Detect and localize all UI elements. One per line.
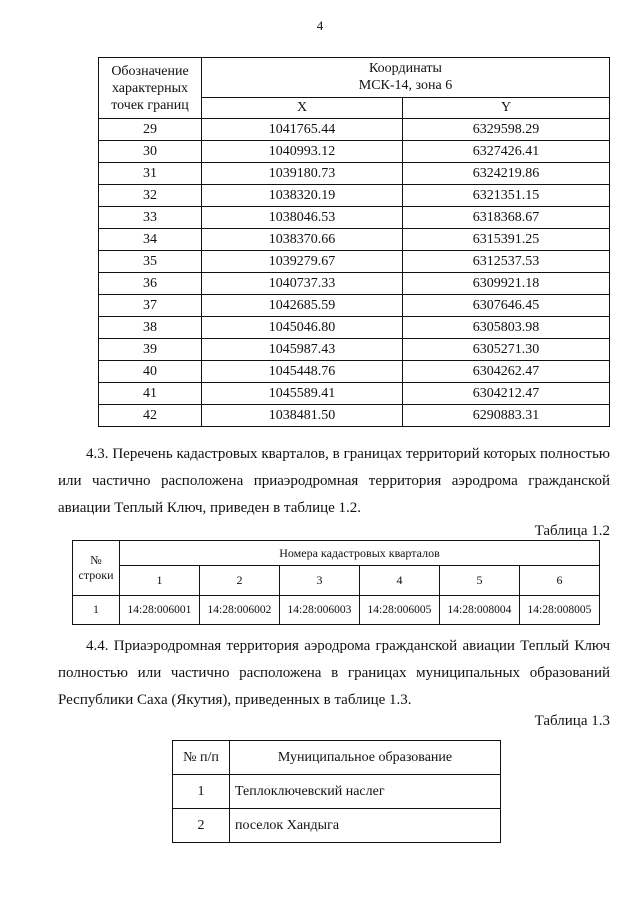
col-header: 2 <box>200 566 280 596</box>
municipality-name: Теплоключевский наслег <box>230 775 501 809</box>
coord-y: 6315391.25 <box>403 229 610 251</box>
table-row <box>99 295 610 317</box>
header-coordinates: Координаты МСК-14, зона 6 <box>202 58 610 98</box>
cadastral-quarters-table <box>72 540 600 625</box>
coord-x: 1040993.12 <box>202 141 403 163</box>
point-number: 33 <box>99 207 202 229</box>
header-x: X <box>202 97 403 118</box>
point-number: 38 <box>99 317 202 339</box>
coord-y: 6329598.29 <box>403 119 610 141</box>
point-number: 31 <box>99 163 202 185</box>
coord-y: 6307646.45 <box>403 295 610 317</box>
coord-x: 1038370.66 <box>202 229 403 251</box>
table-row <box>99 185 610 207</box>
coord-x: 1045987.43 <box>202 339 403 361</box>
point-number: 40 <box>99 361 202 383</box>
table-row <box>99 361 610 383</box>
point-number: 39 <box>99 339 202 361</box>
header-number: № п/п <box>173 741 230 775</box>
coord-x: 1040737.33 <box>202 273 403 295</box>
coord-x: 1045448.76 <box>202 361 403 383</box>
point-number: 32 <box>99 185 202 207</box>
table-row <box>99 229 610 251</box>
point-number: 35 <box>99 251 202 273</box>
col-header: 5 <box>440 566 520 596</box>
coord-y: 6327426.41 <box>403 141 610 163</box>
table-row <box>99 383 610 405</box>
caption-table-1-3: Таблица 1.3 <box>534 713 610 729</box>
header-designation: Обозначение характерных точек границ <box>99 58 202 119</box>
coord-y: 6312537.53 <box>403 251 610 273</box>
coord-y: 6290883.31 <box>403 405 610 427</box>
point-number: 34 <box>99 229 202 251</box>
coord-x: 1042685.59 <box>202 295 403 317</box>
coord-y: 6324219.86 <box>403 163 610 185</box>
point-number: 36 <box>99 273 202 295</box>
table-row <box>99 405 610 427</box>
table-row <box>99 163 610 185</box>
table-row <box>99 119 610 141</box>
coord-y: 6304212.47 <box>403 383 610 405</box>
header-y: Y <box>403 97 610 118</box>
cadastral-number: 14:28:008004 <box>440 596 520 625</box>
municipality-name: поселок Хандыга <box>230 809 501 843</box>
coord-x: 1045046.80 <box>202 317 403 339</box>
table-row <box>173 809 501 843</box>
point-number: 41 <box>99 383 202 405</box>
coord-y: 6318368.67 <box>403 207 610 229</box>
row-number: 1 <box>173 775 230 809</box>
coord-x: 1038481.50 <box>202 405 403 427</box>
table-row <box>99 141 610 163</box>
coord-x: 1041765.44 <box>202 119 403 141</box>
coord-y: 6309921.18 <box>403 273 610 295</box>
table-row <box>99 251 610 273</box>
coord-x: 1039279.67 <box>202 251 403 273</box>
coordinates-table <box>98 57 610 427</box>
table-row <box>99 273 610 295</box>
coord-y: 6305803.98 <box>403 317 610 339</box>
table-row <box>99 317 610 339</box>
header-row-number: № строки <box>73 541 120 596</box>
point-number: 29 <box>99 119 202 141</box>
cadastral-number: 14:28:006001 <box>120 596 200 625</box>
coord-y: 6304262.47 <box>403 361 610 383</box>
table-row <box>99 207 610 229</box>
table-row <box>99 339 610 361</box>
point-number: 30 <box>99 141 202 163</box>
col-header: 3 <box>280 566 360 596</box>
municipalities-table <box>172 740 501 843</box>
table-row <box>173 775 501 809</box>
coord-x: 1045589.41 <box>202 383 403 405</box>
table-row <box>73 596 600 625</box>
header-cadastral-numbers: Номера кадастровых кварталов <box>120 541 600 566</box>
coord-x: 1038046.53 <box>202 207 403 229</box>
paragraph-4-3: 4.3. Перечень кадастровых кварталов, в границах территорий которых полностью или частично расположена приаэродромная территория аэродрома гражданской авиации Теплый Ключ, приведен в таблице 1.2. <box>58 446 610 516</box>
header-municipality: Муниципальное образование <box>230 741 501 775</box>
cadastral-number: 14:28:008005 <box>520 596 600 625</box>
cadastral-number: 14:28:006003 <box>280 596 360 625</box>
coord-x: 1039180.73 <box>202 163 403 185</box>
col-header: 6 <box>520 566 600 596</box>
cadastral-number: 14:28:006002 <box>200 596 280 625</box>
coord-y: 6321351.15 <box>403 185 610 207</box>
coord-x: 1038320.19 <box>202 185 403 207</box>
col-header: 4 <box>360 566 440 596</box>
row-number: 2 <box>173 809 230 843</box>
paragraph-4-4: 4.4. Приаэродромная территория аэродрома гражданской авиации Теплый Ключ полностью или частично расположена в границах муниципальных образований Республики Саха (Якутия), приведенных в таблице 1.3. <box>58 638 610 708</box>
coord-y: 6305271.30 <box>403 339 610 361</box>
page-number: 4 <box>316 18 324 33</box>
cadastral-number: 14:28:006005 <box>360 596 440 625</box>
point-number: 42 <box>99 405 202 427</box>
point-number: 37 <box>99 295 202 317</box>
col-header: 1 <box>120 566 200 596</box>
caption-table-1-2: Таблица 1.2 <box>534 523 610 539</box>
row-number: 1 <box>73 596 120 625</box>
